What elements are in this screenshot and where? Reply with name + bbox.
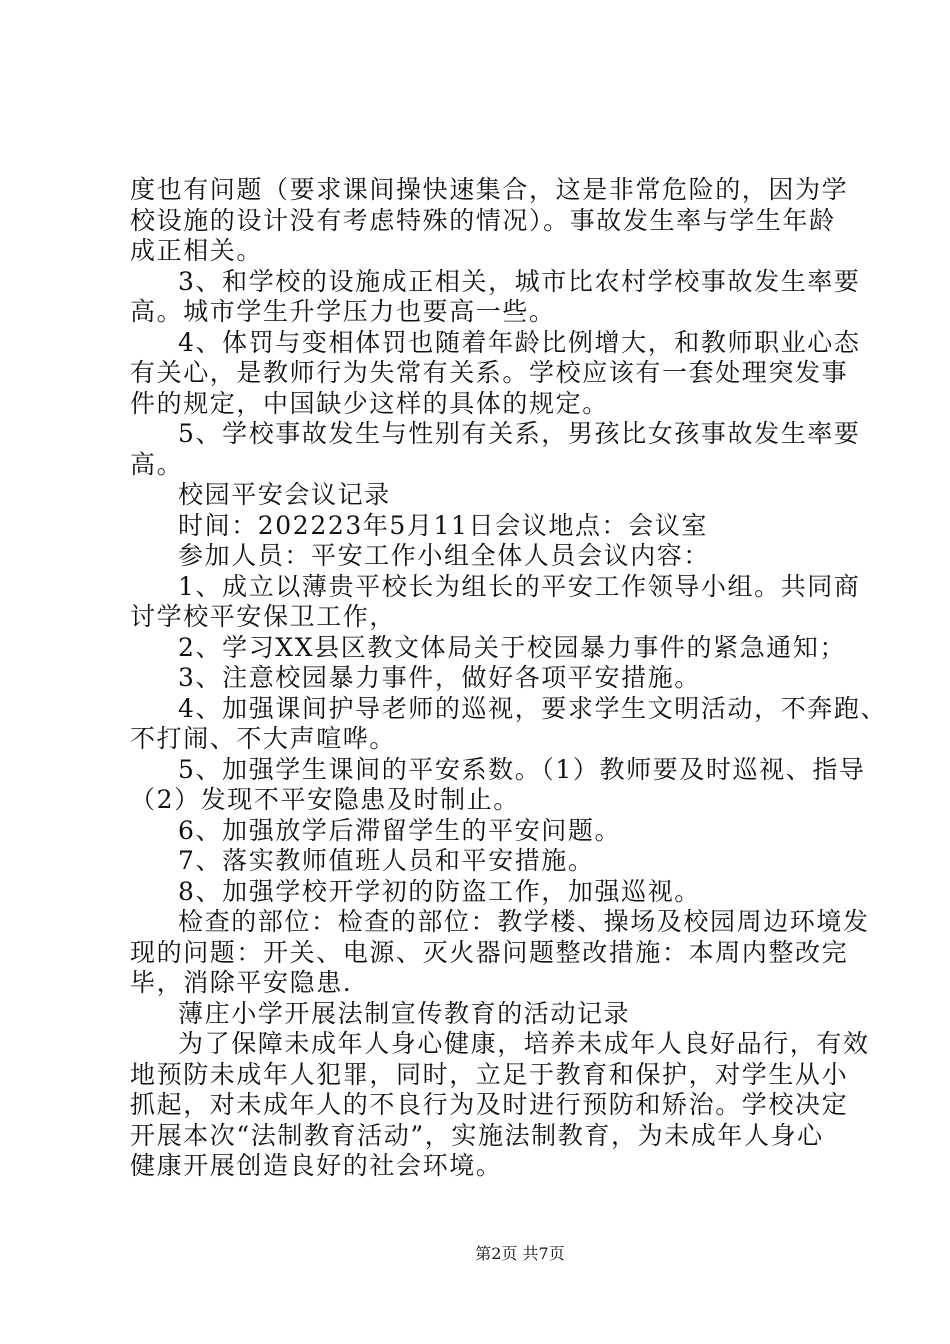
text-line: 高。城市学生升学压力也要高一些。	[130, 297, 556, 326]
text-line: 高。	[130, 449, 184, 479]
text-line: 校设施的设计没有考虑特殊的情况）。事故发生率与学生年龄	[130, 205, 836, 235]
document-body	[130, 175, 888, 1182]
text-line: 参加人员：平安工作小组全体人员会议内容：	[178, 541, 711, 570]
text-line: 成正相关。	[130, 236, 264, 265]
text-line: 2、学习XX县区教文体局关于校园暴力事件的紧急通知；	[178, 632, 847, 662]
text-line: 毕，消除平安隐患.	[130, 968, 353, 997]
text-line: 8、加强学校开学初的防盗工作，加强巡视。	[178, 876, 701, 906]
text-line: 3、注意校园暴力事件，做好各项平安措施。	[178, 663, 701, 692]
text-line: 校园平安会议记录	[178, 480, 391, 509]
text-line: 6、加强放学后滞留学生的平安问题。	[178, 815, 622, 845]
text-line: 1、成立以薄贵平校长为组长的平安工作领导小组。共同商	[178, 571, 861, 601]
text-line: （2）发现不平安隐患及时制止。	[130, 785, 520, 814]
text-line: 有关心，是教师行为失常有关系。学校应该有一套处理突发事	[130, 358, 849, 387]
text-line: 件的规定，中国缺少这样的具体的规定。	[130, 388, 609, 418]
text-line: 抓起，对未成年人的不良行为及时进行预防和矫治。学校决定	[130, 1090, 849, 1119]
text-line: 3、和学校的设施成正相关，城市比农村学校事故发生率要	[178, 266, 861, 296]
text-line: 4、加强课间护导老师的巡视，要求学生文明活动，不奔跑、	[178, 693, 888, 723]
text-line: 度也有问题（要求课间操快速集合，这是非常危险的，因为学	[130, 175, 849, 204]
text-line: 不打闹、不大声喧哗。	[130, 724, 397, 753]
text-line: 检查的部位：检查的部位：教学楼、操场及校园周边环境发	[178, 907, 870, 936]
text-line: 现的问题：开关、电源、灭火器问题整改措施：本周内整改完	[130, 937, 849, 967]
text-line: 讨学校平安保卫工作，	[130, 602, 397, 631]
text-line: 7、落实教师值班人员和平安措施。	[178, 846, 595, 875]
text-line: 为了保障未成年人身心健康，培养未成年人良好品行，有效	[178, 1029, 870, 1058]
text-line: 健康开展创造良好的社会环境。	[130, 1151, 503, 1180]
text-line: 5、加强学生课间的平安系数。（1）教师要及时巡视、指导	[178, 754, 866, 784]
text-line: 4、体罚与变相体罚也随着年龄比例增大，和教师职业心态	[178, 327, 861, 357]
text-line: 时间：202223年5月11日会议地点：会议室	[178, 510, 708, 540]
text-line: 5、学校事故发生与性别有关系，男孩比女孩事故发生率要	[178, 419, 861, 448]
page-footer: 第2页 共7页	[475, 1244, 565, 1263]
text-line: 地预防未成年人犯罪，同时，立足于教育和保护，对学生从小	[130, 1059, 849, 1089]
text-line: 薄庄小学开展法制宣传教育的活动记录	[178, 998, 631, 1028]
text-line: 开展本次“法制教育活动”，实施法制教育，为未成年人身心	[130, 1120, 824, 1150]
